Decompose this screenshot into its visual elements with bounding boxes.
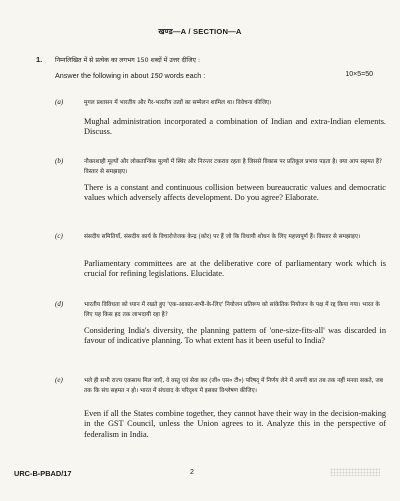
subquestion-hindi: भारतीय विविधता को ध्यान में रखते हुए 'एक-आकार-सभी-के-लिए' नियोजन प्रतिरूप को सांकेतिक नियोजन के पक्ष में रद्द किया गया। भारत के लिए यह किस हद तक लाभदायी रहा है? <box>84 302 380 318</box>
subquestion-english: Even if all the States combine together, they cannot have their way in the decision-making in the GST Council, unless the Union agrees to it. Analyze this in the perspective of federalism in India. <box>84 409 386 439</box>
subquestion-label: (e) <box>55 376 63 384</box>
instruction-prefix: Answer the following in about <box>55 71 151 80</box>
subquestion-label: (b) <box>55 157 64 165</box>
question-instruction-hindi: निम्नलिखित में से प्रत्येक का लगभग 150 शब्दों में उत्तर दीजिए : <box>55 57 201 64</box>
subquestion-english: There is a constant and continuous collision between bureaucratic values and democratic values which adversely affects development. Do you agree? Elaborate. <box>84 183 386 203</box>
subquestion-label: (d) <box>55 300 64 308</box>
scan-noise-mark <box>330 468 380 476</box>
subquestion-english: Considering India's diversity, the planning pattern of 'one-size-fits-all' was discarded in favour of indicative planning. To what extent has it been useful to India? <box>84 326 386 346</box>
instruction-word-count: 150 <box>150 71 163 80</box>
subquestion-label: (a) <box>55 98 64 106</box>
page-number: 2 <box>190 469 194 476</box>
section-heading: खण्ड—A / SECTION—A <box>158 27 242 36</box>
subquestion-hindi: मुगल प्रशासन में भारतीय और गैर-भारतीय तत्वों का सम्मेलन शामिल था। विवेचना कीजिए। <box>84 100 272 106</box>
question-instruction-english <box>55 71 205 80</box>
paper-code: URC-B-PBAD/17 <box>14 469 72 478</box>
subquestion-hindi: संसदीय समितियाँ, संसदीय कार्य के विचारोत्तेजक केन्द्र (कोर) पर हैं जो कि विधायी शोधन के लिए महत्त्वपूर्ण हैं। विस्तार से समझाइए। <box>84 234 361 240</box>
question-marks: 10×5=50 <box>345 71 373 78</box>
subquestion-hindi: भले ही सभी राज्य एकसाथ मिल जाएँ, वे वस्तु एवं सेवा कर (जी० एस० टी०) परिषद् में निर्णय लेने में अपनी बात तब तक नहीं मनवा सकते, जब तक कि संघ सहमत न हो। भारत में संघवाद के परिदृश्य में इसका विश्लेषण कीजिए। <box>84 378 383 394</box>
subquestion-english: Mughal administration incorporated a combination of Indian and extra-Indian elements. Discuss. <box>84 117 386 137</box>
question-number: 1. <box>36 55 43 64</box>
subquestion-label: (c) <box>55 232 63 240</box>
subquestion-hindi: नौकरशाही मूल्यों और लोकतान्त्रिक मूल्यों में स्थिर और निरन्तर टकराव रहता है जिससे विकास पर प्रतिकूल प्रभाव पड़ता है। क्या आप सहमत हैं? विस्तार से समझाइए। <box>84 159 382 175</box>
instruction-suffix: words each : <box>162 71 206 80</box>
subquestion-english: Parliamentary committees are at the deliberative core of parliamentary work which is crucial for refining legislations. Elucidate. <box>84 259 386 279</box>
